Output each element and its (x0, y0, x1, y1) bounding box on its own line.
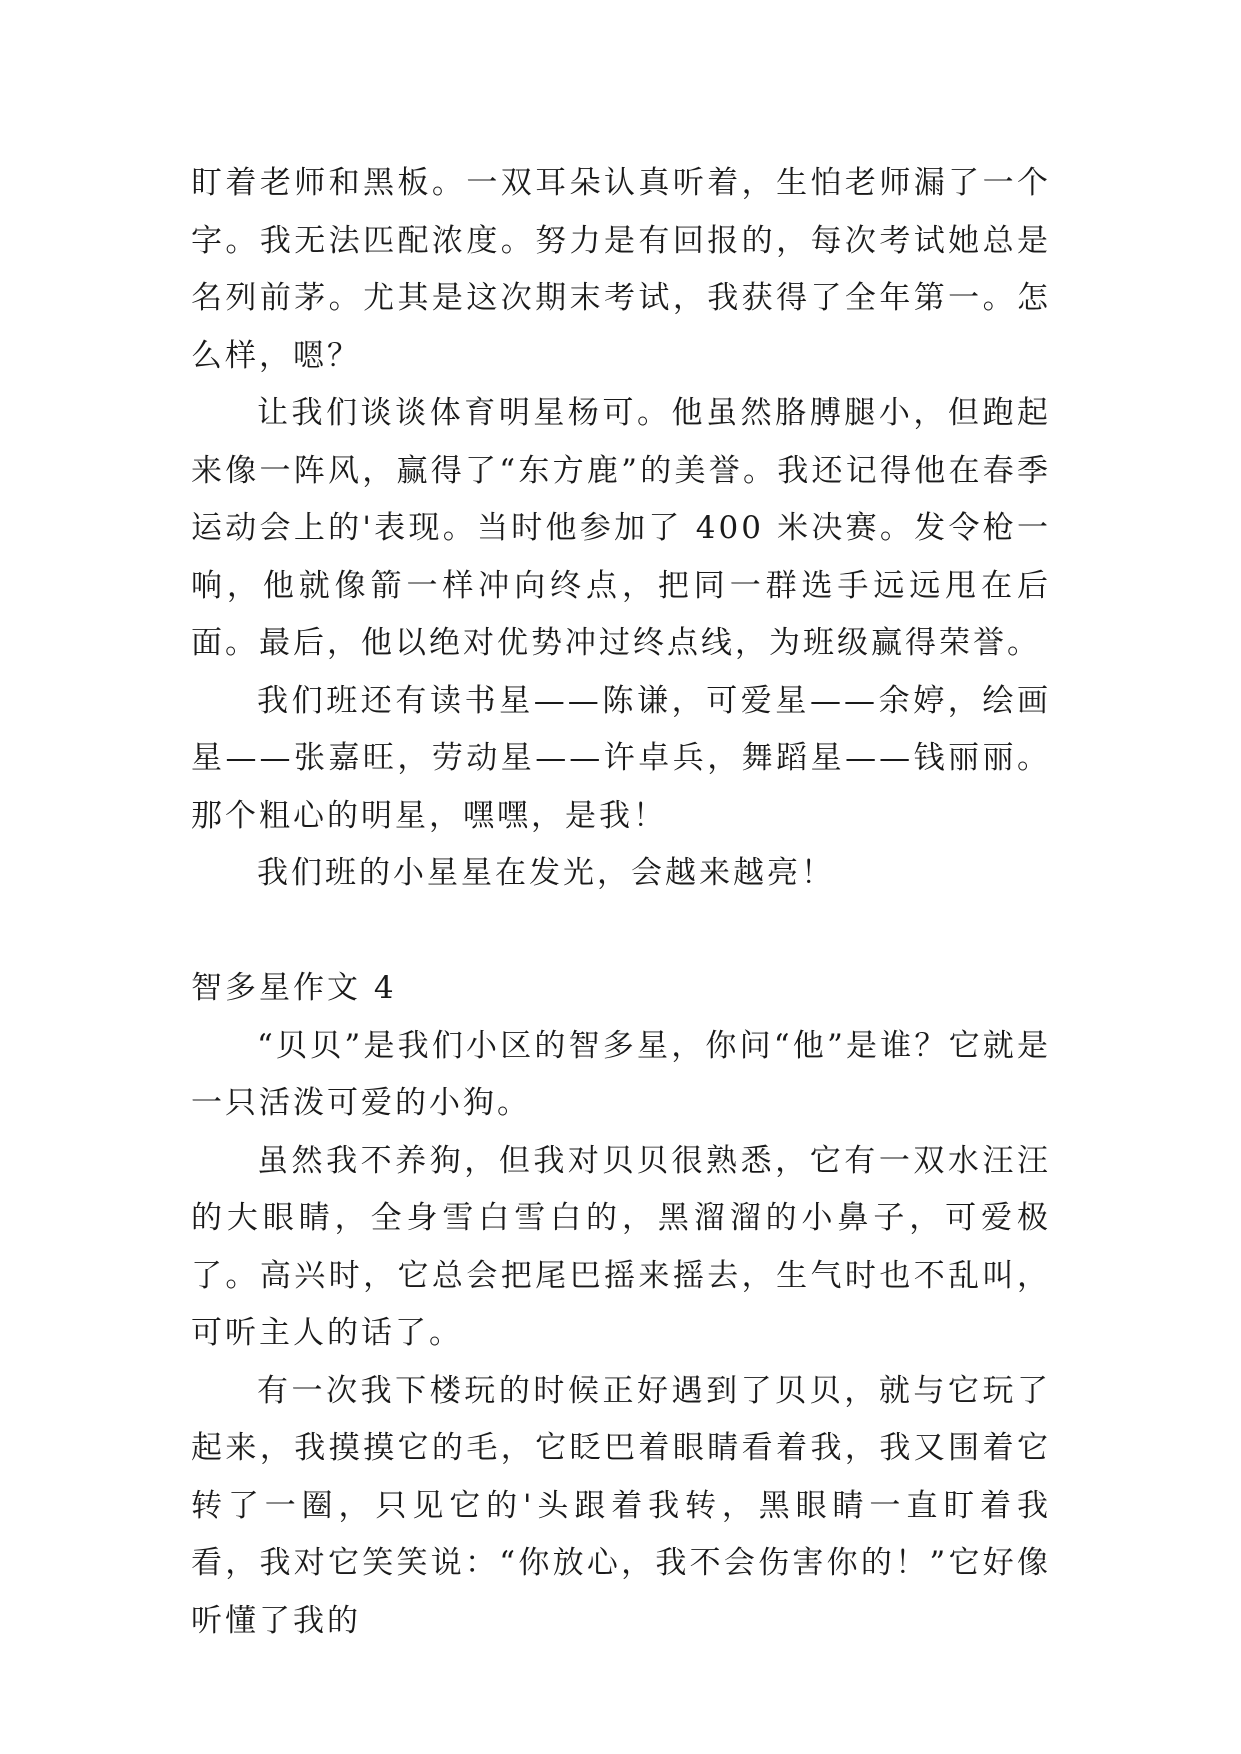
section-spacer (191, 903, 1051, 961)
paragraph-7: 有一次我下楼玩的时候正好遇到了贝贝，就与它玩了起来，我摸摸它的毛，它眨巴着眼睛看着我，我又围着它转了一圈，只见它的'头跟着我转，黑眼睛一直盯着我看，我对它笑笑说：“你放心，我不会伤害你的！”它好像听懂了我的 (191, 1372, 1051, 1639)
paragraph-6: 虽然我不养狗，但我对贝贝很熟悉，它有一双水汪汪的大眼睛，全身雪白雪白的，黑溜溜的小鼻子，可爱极了。高兴时，它总会把尾巴摇来摇去，生气时也不乱叫，可听主人的话了。 (191, 1142, 1051, 1351)
paragraph-2: 让我们谈谈体育明星杨可。他虽然胳膊腿小，但跑起来像一阵风，赢得了“东方鹿”的美誉。我还记得他在春季运动会上的'表现。当时他参加了 400 米决赛。发令枪一响，他就像箭一样冲向终点，把同一群选手远远甩在后面。最后，他以绝对优势冲过终点线，为班级赢得荣誉。 (191, 395, 1051, 661)
paragraph-4: 我们班的小星星在发光，会越来越亮！ (257, 855, 835, 891)
document-page (191, 155, 1051, 1650)
paragraph-1: 盯着老师和黑板。一双耳朵认真听着，生怕老师漏了一个字。我无法匹配浓度。努力是有回报的，每次考试她总是名列前茅。尤其是这次期末考试，我获得了全年第一。怎么样，嗯？ (191, 165, 1051, 374)
paragraph-3: 我们班还有读书星——陈谦，可爱星——余婷，绘画星——张嘉旺，劳动星——许卓兵，舞蹈星——钱丽丽。那个粗心的明星，嘿嘿，是我！ (191, 682, 1051, 834)
paragraph-5: “贝贝”是我们小区的智多星，你问“他”是谁？它就是一只活泼可爱的小狗。 (191, 1027, 1051, 1121)
section-title: 智多星作文 4 (191, 970, 397, 1006)
